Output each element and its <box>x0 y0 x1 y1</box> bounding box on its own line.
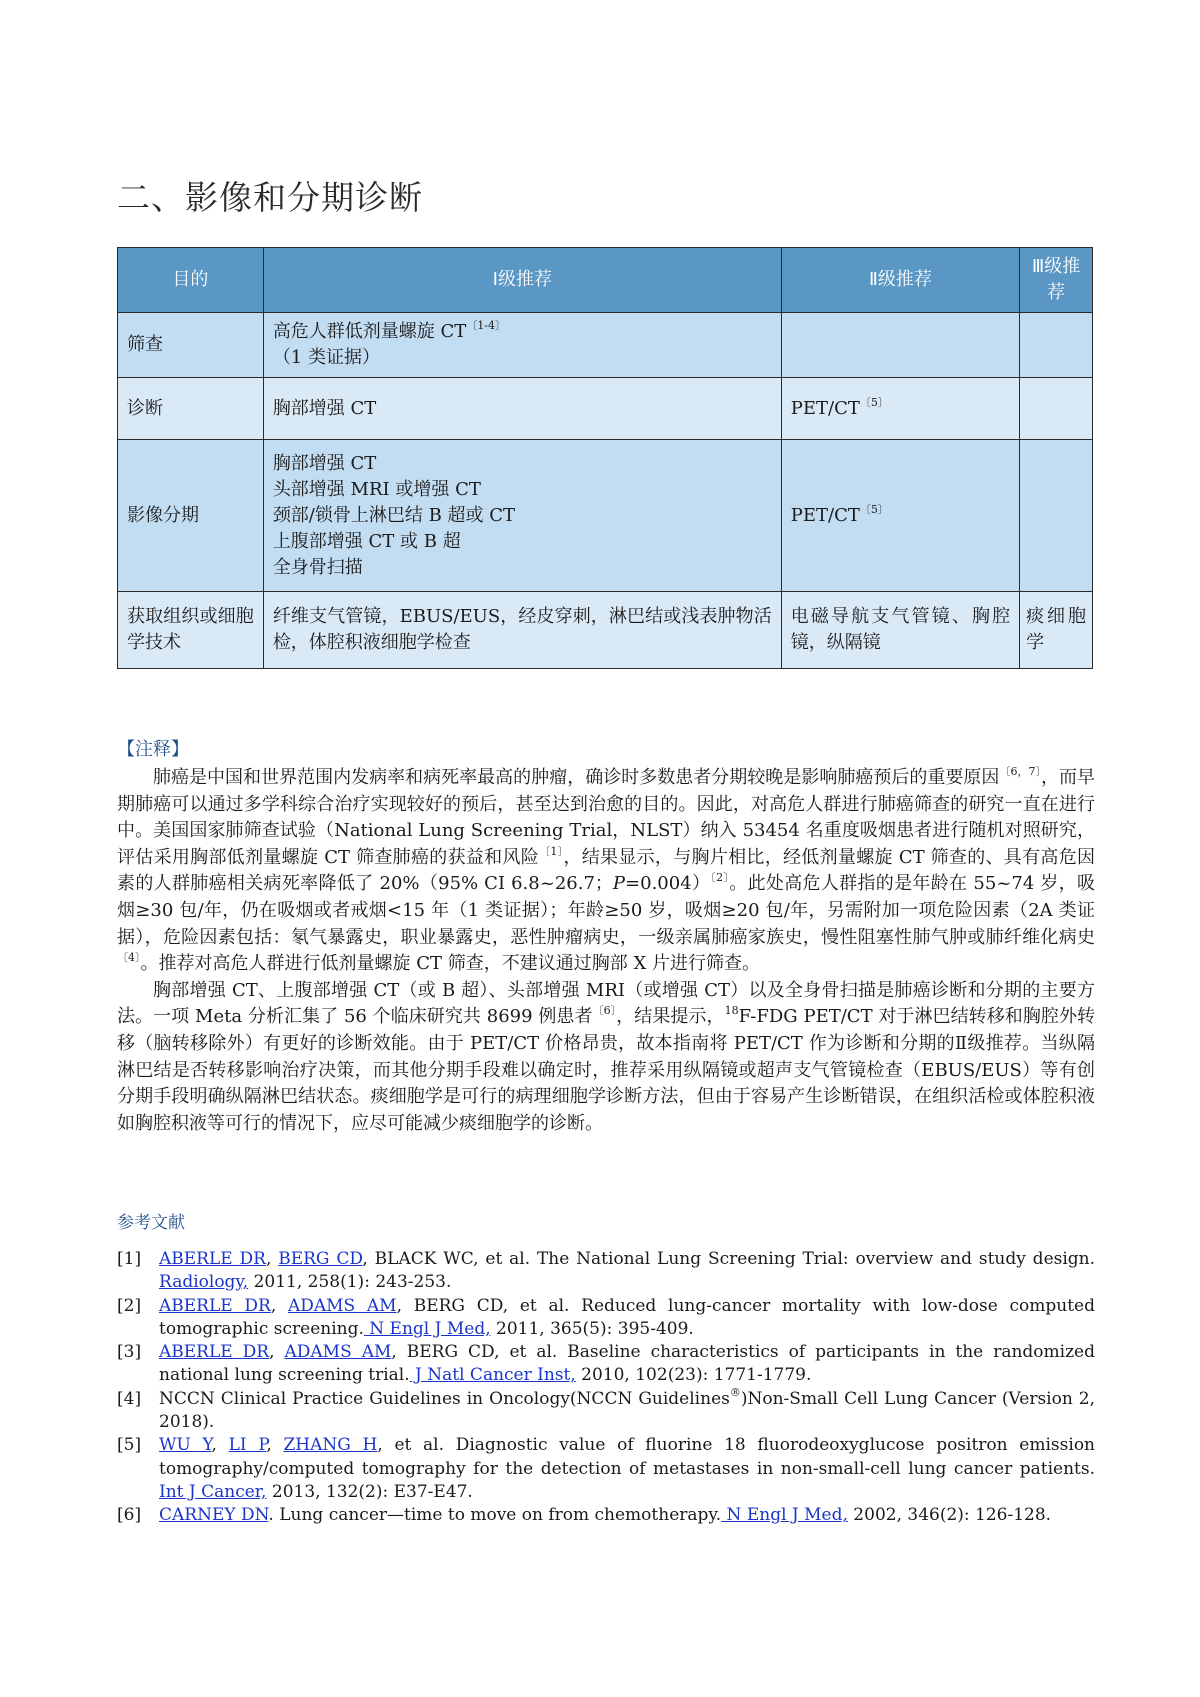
author-link[interactable]: LI P <box>228 1435 267 1456</box>
notes-body <box>117 765 1095 1137</box>
reference-text: . Lung cancer—time to move on from chemotherapy. <box>268 1505 722 1526</box>
cell-level-3 <box>1020 378 1093 440</box>
cell-level-2 <box>781 378 1019 440</box>
cell-level-1: 纤维支气管镜，EBUS/EUS，经皮穿刺，淋巴结或浅表肿物活检，体腔积液细胞学检查 <box>263 592 781 669</box>
author-link[interactable]: ABERLE DR <box>159 1342 270 1363</box>
reference-text: 2010, 102(23): 1771-1779. <box>575 1365 812 1386</box>
reference-item: [2] ABERLE DR, ADAMS AM, BERG CD, et al. Reduced lung-cancer mortality with low-dose computed tomographic screening. N Engl J Med, 2011, 365(5): 395-409. <box>117 1295 1096 1339</box>
cell-purpose: 影像分期 <box>118 440 264 592</box>
cell-purpose: 筛查 <box>118 313 264 378</box>
header-level-2: Ⅱ级推荐 <box>781 248 1019 313</box>
p-value-symbol: P <box>612 873 626 895</box>
reference-item <box>117 1385 1096 1435</box>
section-title: 二、影像和分期诊断 <box>117 178 423 217</box>
citation-sup: 〔6，7〕 <box>999 765 1041 778</box>
reference-item <box>117 1504 1095 1527</box>
cell-purpose: 获取组织或细胞学技术 <box>118 592 264 669</box>
notes-text: =0.004） <box>625 873 711 895</box>
cell-line: （1 类证据） <box>272 347 380 368</box>
notes-text: ，而早期肺癌可以通过多学科综合治疗实现较好的预后，甚至达到治愈的目的。因此，对高危人群进行肺癌筛查的研究一直在进行中。美国国家肺筛查试验（National Lung Screening Trial，NLST）纳入 53454 名重度吸烟患者进行随机对照研究，评估采用胸部低剂量螺旋 CT 筛查肺癌的获益和风险 <box>117 767 1096 868</box>
author-link[interactable]: ADAMS AM <box>284 1342 392 1363</box>
cell-level-1 <box>263 440 781 592</box>
author-link[interactable]: ADAMS AM <box>287 1295 397 1316</box>
reference-number: [5] <box>117 1435 142 1456</box>
cell-level-3 <box>1020 313 1093 378</box>
journal-link[interactable]: Int J Cancer, <box>159 1481 267 1502</box>
cell-level-2 <box>781 313 1019 378</box>
header-level-1: Ⅰ级推荐 <box>263 248 781 313</box>
cell-line: 头部增强 MRI 或增强 CT <box>272 478 481 500</box>
cell-line: 上腹部增强 CT 或 B 超 <box>272 530 461 552</box>
reference-number: [1] <box>117 1249 142 1269</box>
journal-link[interactable]: N Engl J Med, <box>363 1318 491 1339</box>
reference-text: 2011, 365(5): 395-409. <box>490 1318 694 1339</box>
cell-level-2: 电磁导航支气管镜、胸腔镜，纵隔镜 <box>781 592 1019 669</box>
header-level-3: Ⅲ级推荐 <box>1020 248 1093 313</box>
registered-mark: ® <box>729 1385 741 1399</box>
reference-text: , et al. Diagnostic value of fluorine 18 fluorodeoxyglucose positron emission tomography/computed tomography for the detection of metastases in non-small-cell lung cancer patients. <box>159 1435 1095 1479</box>
reference-text: , BERG CD, et al. Baseline characteristics of participants in the randomized national lung screening trial. <box>159 1342 1095 1386</box>
reference-item: [3] ABERLE DR, ADAMS AM, BERG CD, et al. Baseline characteristics of participants in the randomized national lung screening trial. J Natl Cancer Inst, 2010, 102(23): 1771-1779. <box>117 1342 1095 1386</box>
notes-text: F-FDG PET/CT 对于淋巴结转移和胸腔外转移（脑转移除外）有更好的诊断效能。由于 PET/CT 价格昂贵，故本指南将 PET/CT 作为诊断和分期的Ⅱ级推荐。当纵隔淋巴结是否转移影响治疗决策，而其他分期手段难以确定时，推荐采用纵隔镜或超声支气管镜检查（EBUS/EUS）等有创分期手段明确纵隔淋巴结状态。痰细胞学是可行的病理细胞学诊断方法，但由于容易产生诊断错误，在组织活检或体腔积液如胸腔积液等可行的情况下，应尽可能减少痰细胞学的诊断。 <box>117 1006 1096 1134</box>
reference-text: 2013, 132(2): E37-E47. <box>266 1481 473 1502</box>
table-row <box>118 592 1093 669</box>
notes-text: 胸部增强 CT、上腹部增强 CT（或 B 超）、头部增强 MRI（或增强 CT）以及全身骨扫描是肺癌诊断和分期的主要方法。一项 Meta 分析汇集了 56 个临床研究共 8699 例患者 <box>117 979 1095 1028</box>
citation-sup: 〔5〕 <box>859 395 889 409</box>
author-link[interactable]: WU Y <box>159 1435 212 1456</box>
cell-line: PET/CT <box>790 504 860 526</box>
journal-link[interactable]: J Natl Cancer Inst, <box>409 1365 576 1386</box>
journal-link[interactable]: Radiology, <box>159 1272 249 1293</box>
cell-purpose: 诊断 <box>118 378 264 440</box>
reference-text: NCCN Clinical Practice Guidelines in Oncology(NCCN Guidelines <box>159 1388 730 1409</box>
cell-level-1: 胸部增强 CT <box>263 378 781 440</box>
cell-level-3 <box>1020 440 1093 592</box>
reference-number: [6] <box>117 1505 142 1526</box>
author-link[interactable]: ZHANG H <box>283 1435 378 1456</box>
cell-line: 颈部/锁骨上淋巴结 B 超或 CT <box>272 504 516 526</box>
cell-line: 高危人群低剂量螺旋 CT <box>272 321 467 342</box>
reference-item: [1] ABERLE DR, BERG CD, BLACK WC, et al. The National Lung Screening Trial: overview and study design. Radiology, 2011, 258(1): 243-253. <box>117 1249 1096 1293</box>
journal-link[interactable]: N Engl J Med, <box>721 1505 848 1526</box>
notes-text: 。推荐对高危人群进行低剂量螺旋 CT 筛查，不建议通过胸部 X 片进行筛查。 <box>140 953 760 975</box>
reference-item: [5] WU Y, LI P, ZHANG H, et al. Diagnostic value of fluorine 18 fluorodeoxyglucose positron emission tomography/computed tomography for the detection of metastases in non-small-cell lung cancer patients. Int J Cancer, 2013, 132(2): E37-E47. <box>117 1435 1095 1502</box>
references-heading: 参考文献 <box>117 1213 185 1233</box>
table-row <box>118 440 1093 592</box>
reference-number: [2] <box>117 1295 142 1316</box>
author-link[interactable]: BERG CD <box>278 1249 363 1269</box>
author-link[interactable]: ABERLE DR <box>159 1295 271 1316</box>
notes-text: 。此处高危人群指的是年龄在 55~74 岁，吸烟≥30 包/年，仍在吸烟或者戒烟<15 年（1 类证据）；年龄≥50 岁，吸烟≥20 包/年，另需附加一项危险因素（2A 类证据），危险因素包括：氡气暴露史，职业暴露史，恶性肿瘤病史，一级亲属肺癌家族史，慢性阻塞性肺气肿或肺纤维化病史 <box>117 873 1095 948</box>
reference-text: )Non-Small Cell Lung Cancer (Version 2, 2018). <box>159 1388 1096 1433</box>
cell-line: PET/CT <box>790 397 860 419</box>
citation-sup: 〔2〕 <box>710 871 730 885</box>
table-row <box>118 378 1093 440</box>
reference-text: 2002, 346(2): 126-128. <box>847 1505 1052 1526</box>
notes-text: 肺癌是中国和世界范围内发病率和病死率最高的肿瘤，确诊时多数患者分期较晚是影响肺癌预后的重要原因 <box>153 767 1000 788</box>
citation-sup: 〔4〕 <box>117 951 141 965</box>
citation-sup: 〔5〕 <box>859 502 889 516</box>
isotope-sup: 18 <box>724 1004 739 1018</box>
notes-heading: 【注释】 <box>117 739 189 760</box>
notes-paragraph <box>117 765 1095 978</box>
reference-text: 2011, 258(1): 243-253. <box>248 1272 452 1293</box>
cell-line: 全身骨扫描 <box>272 556 363 578</box>
table-row <box>118 313 1093 378</box>
cell-level-3: 痰细胞学 <box>1020 592 1093 669</box>
citation-sup: 〔1〕 <box>539 844 564 858</box>
citation-sup: 〔6〕 <box>592 1004 617 1018</box>
reference-text: , BERG CD, et al. Reduced lung-cancer mortality with low-dose computed tomographic screening. <box>159 1295 1096 1339</box>
reference-number: [4] <box>117 1388 142 1409</box>
author-link[interactable]: CARNEY DN <box>159 1505 269 1526</box>
table-header-row <box>118 248 1093 313</box>
citation-sup: 〔1-4〕 <box>466 319 507 332</box>
header-purpose: 目的 <box>118 248 264 313</box>
reference-number: [3] <box>117 1342 142 1363</box>
author-link[interactable]: ABERLE DR <box>159 1249 266 1269</box>
notes-paragraph <box>117 978 1095 1138</box>
reference-text: , BLACK WC, et al. The National Lung Screening Trial: overview and study design. <box>362 1249 1096 1269</box>
notes-text: ，结果显示，与胸片相比，经低剂量螺旋 CT 筛查的、具有高危因素的人群肺癌相关病死率降低了 20%（95% CI 6.8~26.7； <box>117 846 1095 895</box>
references-list <box>117 1248 1095 1528</box>
recommendation-table <box>117 247 1093 669</box>
notes-text: ，结果提示， <box>616 1006 725 1028</box>
cell-line: 胸部增强 CT <box>272 452 377 474</box>
cell-level-2 <box>781 440 1019 592</box>
cell-level-1 <box>263 313 781 378</box>
